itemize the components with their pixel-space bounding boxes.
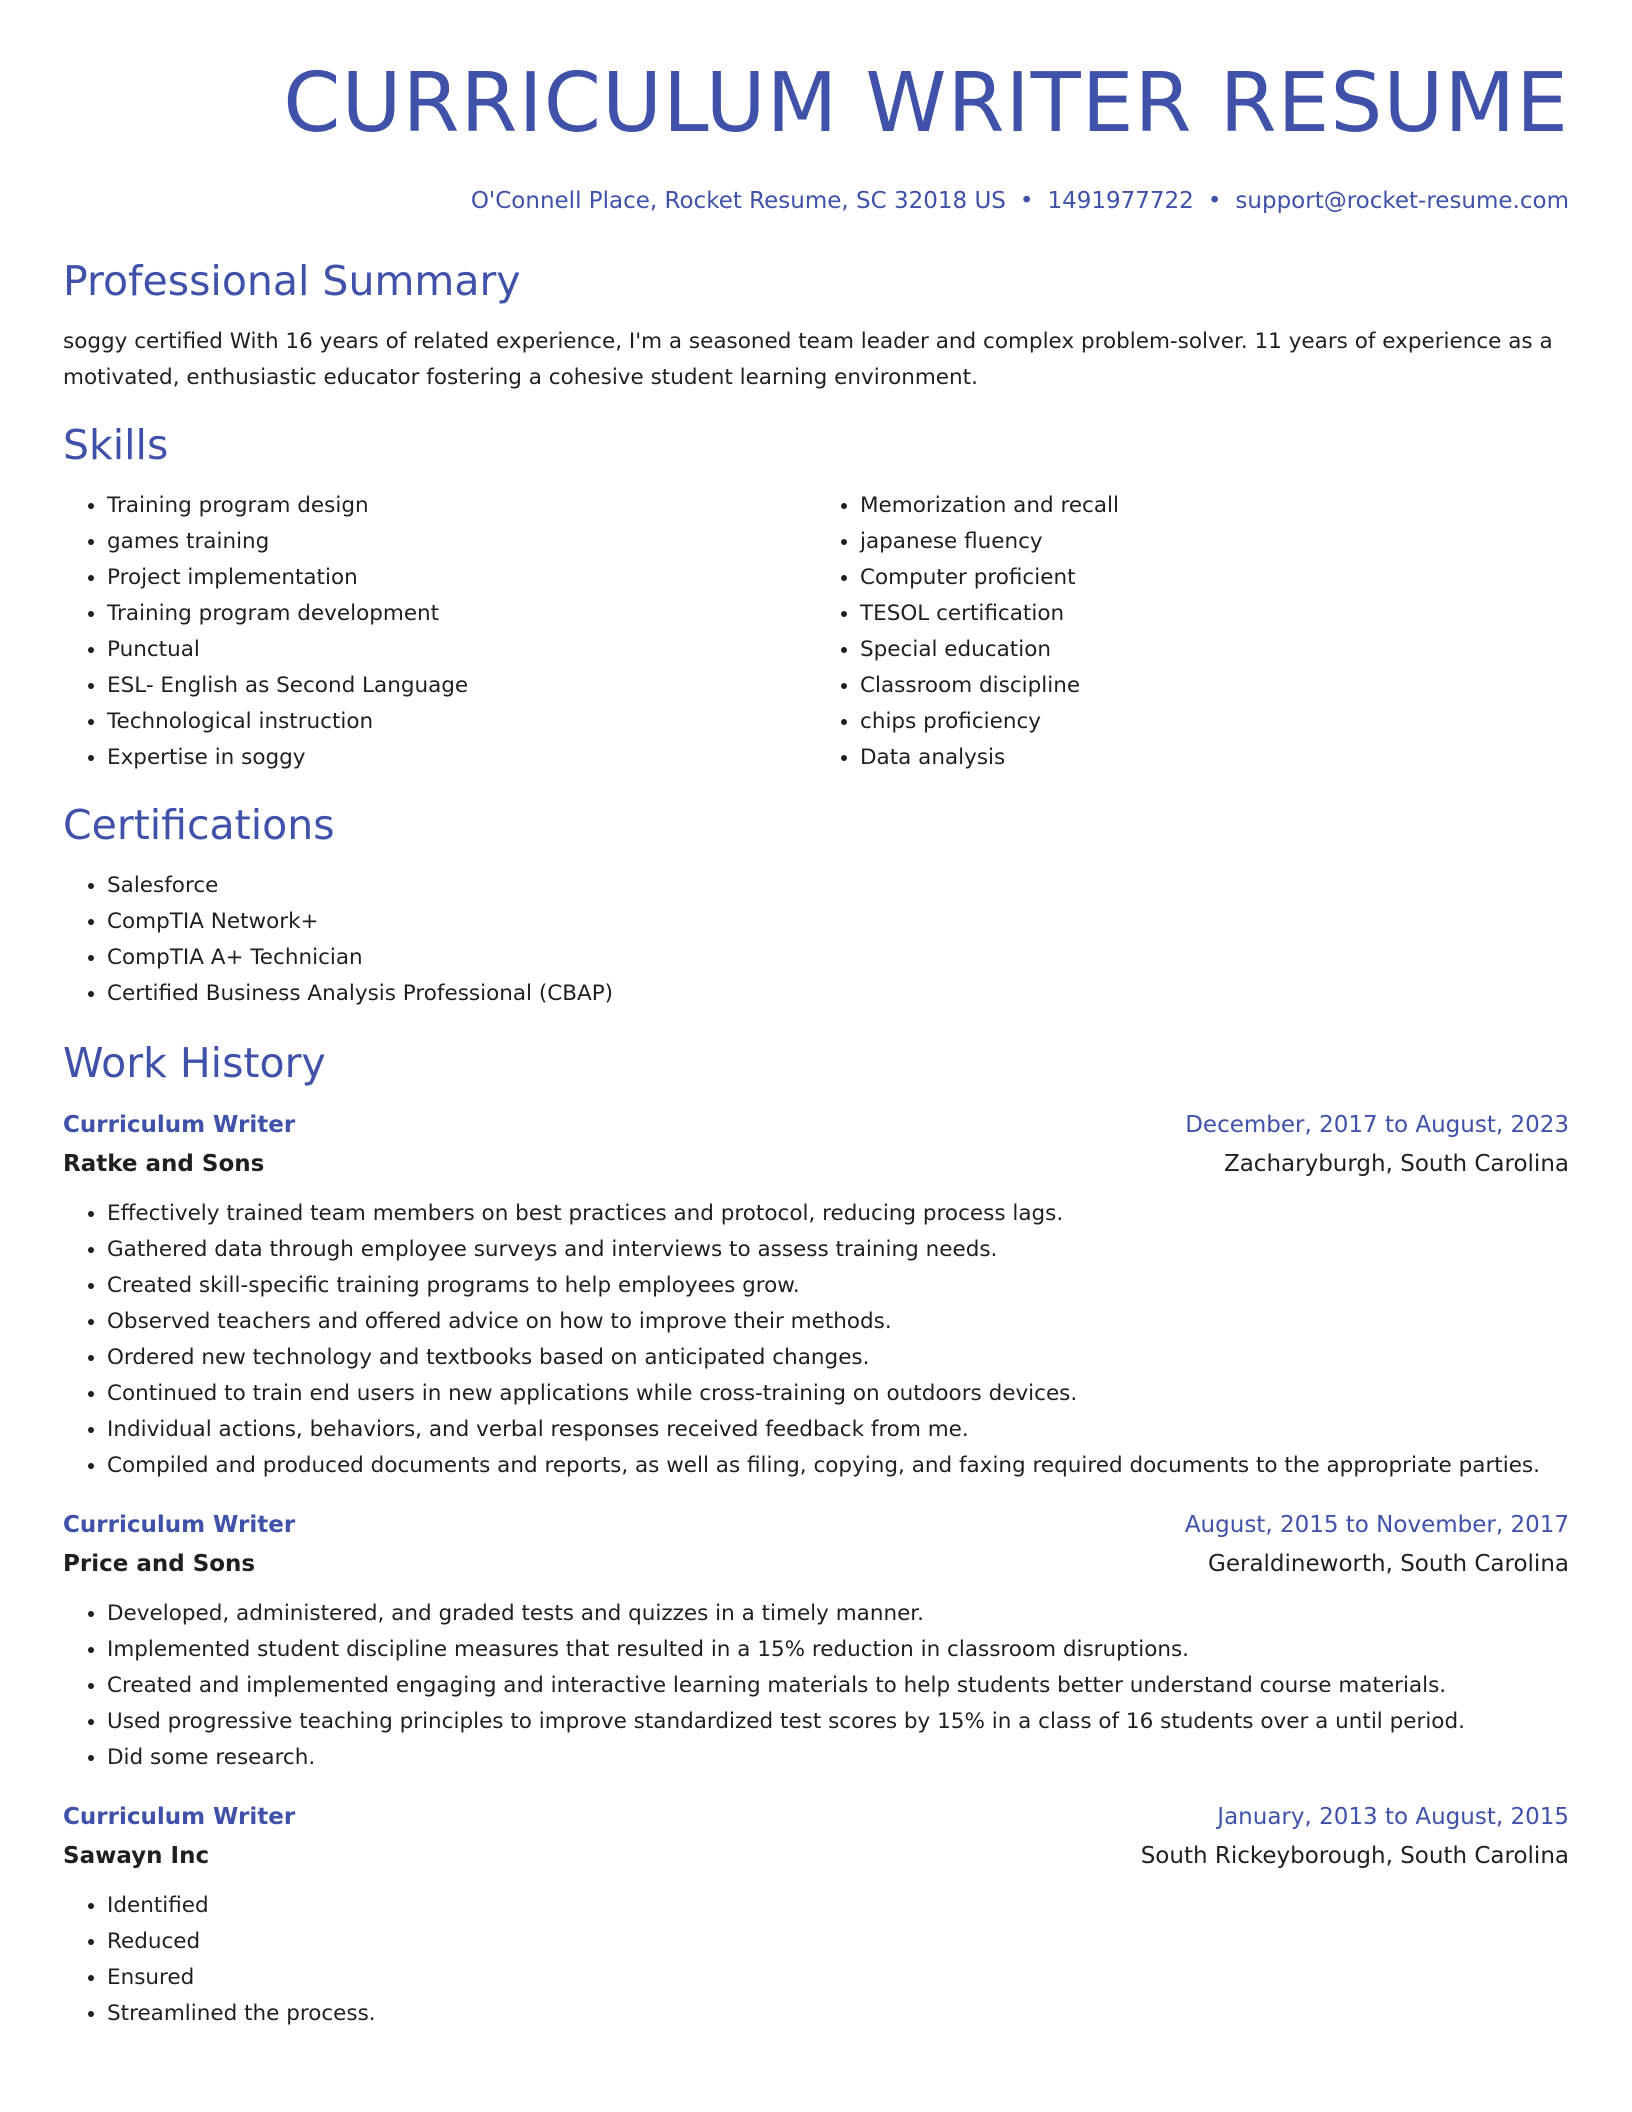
job-bullets: [63, 1888, 1569, 2032]
contact-address: O'Connell Place, Rocket Resume, SC 32018 US: [470, 188, 1006, 214]
skill-item: • games training: [107, 524, 816, 560]
job-company-row: [63, 1144, 1569, 1184]
job-bullet: • Compiled and produced documents and reports, as well as filing, copying, and faxing required documents to the appropriate parties.: [107, 1448, 1569, 1484]
job-bullet: • Ordered new technology and textbooks based on anticipated changes.: [107, 1340, 1569, 1376]
job-bullet: • Implemented student discipline measures that resulted in a 15% reduction in classroom disruptions.: [107, 1632, 1569, 1668]
job-entry: [63, 1106, 1569, 1484]
work-history-section: [63, 1038, 1569, 2032]
job-bullet: • Reduced: [107, 1924, 1569, 1960]
certification-item: • Certified Business Analysis Professional (CBAP): [107, 976, 1569, 1012]
skills-columns: [63, 488, 1569, 776]
job-title-row: [63, 1506, 1569, 1544]
certifications-list: [63, 868, 1569, 1012]
job-title: Curriculum Writer: [63, 1112, 296, 1138]
work-history-heading: Work History: [63, 1039, 326, 1087]
skill-item: • japanese fluency: [860, 524, 1569, 560]
job-bullet: • Streamlined the process.: [107, 1996, 1569, 2032]
skill-item: • Special education: [860, 632, 1569, 668]
summary-section: [63, 256, 1569, 396]
job-bullet: • Used progressive teaching principles to improve standardized test scores by 15% in a class of 16 students over a until period.: [107, 1704, 1569, 1740]
job-title: Curriculum Writer: [63, 1804, 296, 1830]
job-bullet: • Ensured: [107, 1960, 1569, 1996]
job-company: Sawayn Inc: [63, 1843, 210, 1869]
certification-item: • CompTIA Network+: [107, 904, 1569, 940]
skills-list-left: [63, 488, 816, 776]
skill-item: • Punctual: [107, 632, 816, 668]
certifications-heading: Certifications: [63, 801, 335, 849]
job-bullet: • Individual actions, behaviors, and verbal responses received feedback from me.: [107, 1412, 1569, 1448]
job-company-row: [63, 1544, 1569, 1584]
contact-line: [63, 186, 1569, 216]
skill-item: • ESL- English as Second Language: [107, 668, 816, 704]
skill-item: • Classroom discipline: [860, 668, 1569, 704]
contact-phone: 1491977722: [1047, 188, 1194, 214]
job-dates: December, 2017 to August, 2023: [1185, 1112, 1569, 1138]
job-bullet: • Effectively trained team members on best practices and protocol, reducing process lags.: [107, 1196, 1569, 1232]
skill-item: • Data analysis: [860, 740, 1569, 776]
job-bullet: • Created skill-specific training programs to help employees grow.: [107, 1268, 1569, 1304]
job-location: South Rickeyborough, South Carolina: [1140, 1843, 1569, 1869]
skill-item: • Computer proficient: [860, 560, 1569, 596]
summary-text: soggy certified With 16 years of related experience, I'm a seasoned team leader and complex problem-solver. 11 years of experience as a motivated, enthusiastic educator fostering a cohesive student learning environment.: [63, 329, 1553, 390]
job-company: Price and Sons: [63, 1551, 256, 1577]
job-entry: [63, 1798, 1569, 2032]
job-title-row: [63, 1106, 1569, 1144]
job-bullet: • Did some research.: [107, 1740, 1569, 1776]
job-location: Geraldineworth, South Carolina: [1208, 1551, 1569, 1577]
job-dates: August, 2015 to November, 2017: [1184, 1512, 1569, 1538]
resume-header: [63, 0, 1569, 216]
skill-item: • TESOL certification: [860, 596, 1569, 632]
job-bullet: • Developed, administered, and graded tests and quizzes in a timely manner.: [107, 1596, 1569, 1632]
job-title: Curriculum Writer: [63, 1512, 296, 1538]
skill-item: • Project implementation: [107, 560, 816, 596]
job-bullets: [63, 1596, 1569, 1776]
skill-item: • Training program design: [107, 488, 816, 524]
job-title-row: [63, 1798, 1569, 1836]
contact-email: support@rocket-resume.com: [1235, 188, 1569, 214]
resume-title: CURRICULUM WRITER RESUME: [283, 56, 1569, 151]
job-bullet: • Identified: [107, 1888, 1569, 1924]
contact-separator: •: [1207, 188, 1222, 214]
summary-heading: Professional Summary: [63, 257, 521, 305]
skills-heading: Skills: [63, 421, 169, 469]
job-bullet: • Observed teachers and offered advice on how to improve their methods.: [107, 1304, 1569, 1340]
job-bullet: • Created and implemented engaging and interactive learning materials to help students better understand course materials.: [107, 1668, 1569, 1704]
skills-section: [63, 420, 1569, 776]
job-dates: January, 2013 to August, 2015: [1217, 1804, 1569, 1830]
job-bullet: • Gathered data through employee surveys and interviews to assess training needs.: [107, 1232, 1569, 1268]
skill-item: • chips proficiency: [860, 704, 1569, 740]
certification-item: • CompTIA A+ Technician: [107, 940, 1569, 976]
job-company-row: [63, 1836, 1569, 1876]
job-company: Ratke and Sons: [63, 1151, 265, 1177]
job-bullets: [63, 1196, 1569, 1484]
job-entry: [63, 1506, 1569, 1776]
skill-item: • Expertise in soggy: [107, 740, 816, 776]
skill-item: • Technological instruction: [107, 704, 816, 740]
skill-item: • Training program development: [107, 596, 816, 632]
skills-list-right: [816, 488, 1569, 776]
skill-item: • Memorization and recall: [860, 488, 1569, 524]
certifications-section: [63, 800, 1569, 1012]
job-location: Zacharyburgh, South Carolina: [1223, 1151, 1569, 1177]
certification-item: • Salesforce: [107, 868, 1569, 904]
job-bullet: • Continued to train end users in new applications while cross-training on outdoors devices.: [107, 1376, 1569, 1412]
contact-separator: •: [1019, 188, 1034, 214]
